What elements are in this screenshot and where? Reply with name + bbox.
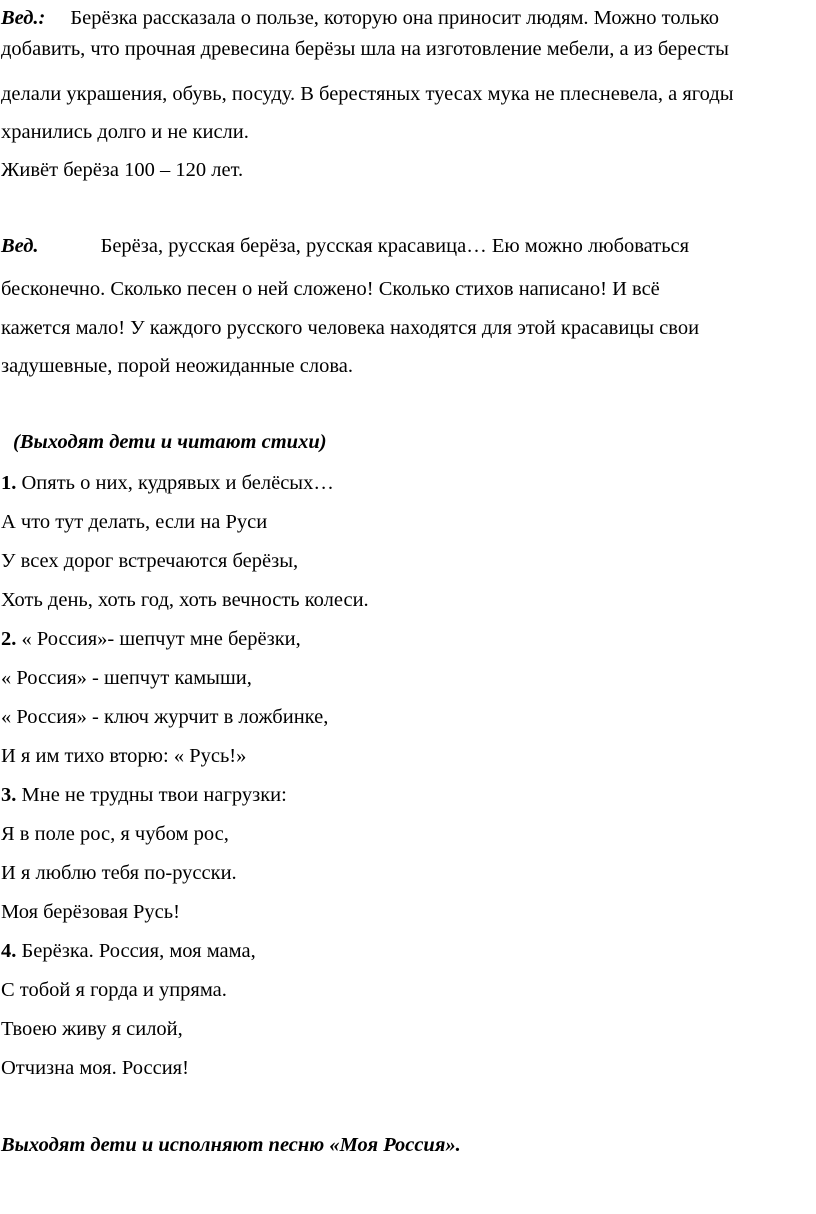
block1-line5: Живёт берёза 100 – 120 лет. [1,159,244,181]
block1-line4: хранились долго и не кисли. [1,121,249,143]
block1-line1 [1,3,719,33]
paragraph-text: Берёза, русская берёза, русская красавица… Ею можно любоваться [100,235,690,257]
poem-line: Берёзка. Россия, моя мама, [16,940,256,962]
poem1-line1 [1,468,334,498]
block2-line2: бесконечно. Сколько песен о ней сложено! Сколько стихов написано! И всё [1,278,660,300]
poem4-line3: Твоею живу я силой, [1,1018,183,1040]
poem4-line1 [1,936,256,966]
speaker-label: Вед. [1,235,39,257]
block1-line3: делали украшения, обувь, посуду. В берестяных туесах мука не плесневела, а ягоды [1,83,734,105]
poem-line: « Россия»- шепчут мне берёзки, [16,628,301,650]
speaker-label: Вед.: [1,7,46,29]
poem-line: Мне не трудны твои нагрузки: [16,784,287,806]
block2-line3: кажется мало! У каждого русского человека находятся для этой красавицы свои [1,317,700,339]
final-stage-direction: Выходят дети и исполняют песню «Моя Россия». [1,1134,461,1156]
poem-number: 1. [1,472,17,494]
poem3-line4: Моя берёзовая Русь! [1,901,180,923]
poem1-line3: У всех дорог встречаются берёзы, [1,550,299,572]
poem4-line2: С тобой я горда и упряма. [1,979,227,1001]
poem2-line1 [1,624,301,654]
block1-line2: добавить, что прочная древесина берёзы шла на изготовление мебели, а из бересты [1,38,729,60]
paragraph-text: Берёзка рассказала о пользе, которую она приносит людям. Можно только [70,7,720,29]
block2-line4: задушевные, порой неожиданные слова. [1,355,353,377]
poem2-line4: И я им тихо вторю: « Русь!» [1,745,247,767]
poem-line: Опять о них, кудрявых и белёсых… [16,472,334,494]
poem1-line4: Хоть день, хоть год, хоть вечность колеси. [1,589,369,611]
poem3-line3: И я люблю тебя по-русски. [1,862,237,884]
poem3-line1 [1,780,287,810]
poem4-line4: Отчизна моя. Россия! [1,1057,189,1079]
poem1-line2: А что тут делать, если на Руси [1,511,268,533]
poem-number: 2. [1,628,17,650]
poem-number: 3. [1,784,17,806]
stage-direction: (Выходят дети и читают стихи) [13,431,327,453]
block2-line1 [1,231,689,261]
poem-number: 4. [1,940,17,962]
poem2-line2: « Россия» - шепчут камыши, [1,667,252,689]
poem2-line3: « Россия» - ключ журчит в ложбинке, [1,706,329,728]
poem3-line2: Я в поле рос, я чубом рос, [1,823,229,845]
